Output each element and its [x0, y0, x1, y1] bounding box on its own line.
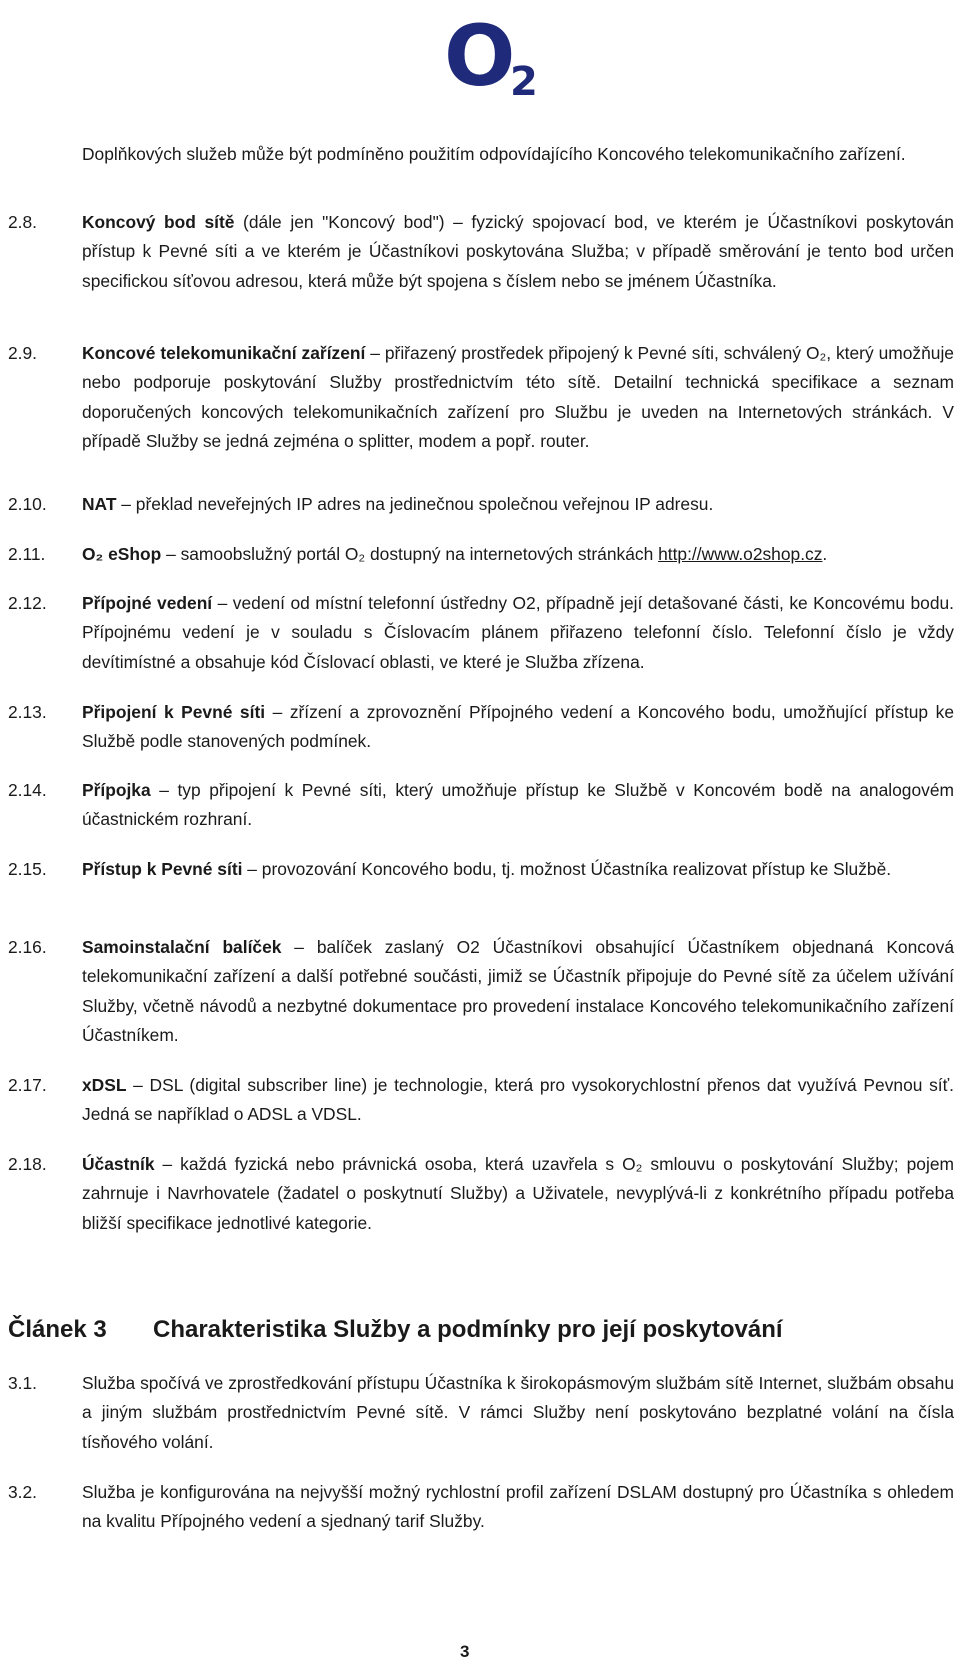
article-number: Článek 3	[8, 1316, 107, 1343]
definition-text: – provozování Koncového bodu, tj. možnost Účastníka realizovat přístup ke Službě.	[242, 859, 892, 879]
article-title: Charakteristika Služby a podmínky pro její poskytování	[153, 1316, 783, 1343]
definition-body	[82, 589, 954, 677]
definition-term: Přípojka	[82, 780, 151, 800]
definition-body	[82, 208, 954, 296]
definition-text: – samoobslužný portál O₂ dostupný na internetových stránkách	[161, 544, 659, 564]
definition-text: – přiřazený prostředek připojený k Pevné síti, schválený O₂, který umožňuje nebo podporuje poskytování Služby prostřednictvím této sítě. Detailní technická specifikace a seznam doporučených koncových telekomunikačních zařízení pro Službu je uveden na Internetových stránkách. V případě Služby se jedná zejména o splitter, modem a popř. router.	[82, 343, 954, 452]
definition-body	[82, 698, 954, 757]
definition-number: 2.10.	[8, 494, 47, 514]
definition-body	[82, 490, 954, 519]
o2-logo-letter: O	[444, 7, 516, 105]
definition-body	[82, 933, 954, 1051]
definition-text-end: .	[822, 544, 828, 564]
definition-text: (dále jen "Koncový bod") – fyzický spojovací bod, ve kterém je Účastníkovi poskytován přístup k Pevné síti a ve kterém je Účastníkovi poskytována Služba; v případě směrování je tento bod určen specifickou síťovou adresou, která může být spojena s číslem nebo se jménem Účastníka.	[82, 212, 954, 291]
definition-term: Koncový bod sítě	[82, 212, 235, 232]
definition-number: 2.18.	[8, 1154, 47, 1174]
definition-text: – vedení od místní telefonní ústředny O2, případně její detašované části, ke Koncovému bodu. Přípojnému vedení je v souladu s Číslovacím plánem přiřazeno telefonní číslo. Telefonní číslo je vždy devítimístné a obsahuje kód Číslovací oblasti, ve které je Služba zřízena.	[82, 593, 955, 672]
definition-number: 2.16.	[8, 937, 47, 957]
definition-text: – každá fyzická nebo právnická osoba, která uzavřela s O₂ smlouvu o poskytování Služby; pojem zahrnuje i Navrhovatele (žadatel o poskytnutí Služby) a Uživatele, nevyplývá-li z konkrétního případu potřeba bližší specifikace jednotlivé kategorie.	[82, 1154, 954, 1233]
definition-term: Účastník	[82, 1154, 155, 1174]
o2-logo	[444, 8, 544, 103]
definition-body	[82, 776, 954, 835]
definition-term: Přístup k Pevné síti	[82, 859, 243, 879]
definition-text: – DSL (digital subscriber line) je technologie, která pro vysokorychlostní přenos dat využívá Pevnou síť. Jedná se například o ADSL a VDSL.	[82, 1075, 954, 1125]
clause-text: Služba je konfigurována na nejvyšší možný rychlostní profil zařízení DSLAM dostupný pro Účastníka s ohledem na kvalitu Přípojného vedení a sjednaný tarif Služby.	[82, 1482, 954, 1532]
clause-number: 3.1.	[8, 1373, 38, 1393]
definition-body	[82, 1150, 954, 1238]
article-heading	[8, 1310, 948, 1350]
clause-text: Služba spočívá ve zprostředkování přístupu Účastníka k širokopásmovým službám sítě Internet, službám obsahu a jiným službám prostřednictvím Pevné sítě. V rámci Služby není poskytováno bezplatné volání na čísla tísňového volání.	[82, 1373, 954, 1452]
intro-paragraph: Doplňkových služeb může být podmíněno použitím odpovídajícího Koncového telekomunikačního zařízení.	[82, 144, 906, 164]
definition-term: Samoinstalační balíček	[82, 937, 282, 957]
page-number: 3	[460, 1642, 470, 1661]
clause-number: 3.2.	[8, 1482, 38, 1502]
o2-logo-subscript: 2	[510, 59, 538, 105]
definition-number: 2.11.	[8, 544, 46, 564]
definition-text: – typ připojení k Pevné síti, který umožňuje přístup ke Službě v Koncovém bodě na analogovém účastnickém rozhraní.	[82, 780, 954, 830]
definition-number: 2.12.	[8, 593, 47, 613]
definition-number: 2.13.	[8, 702, 47, 722]
definition-term: Koncové telekomunikační zařízení	[82, 343, 366, 363]
definition-text: – balíček zaslaný O2 Účastníkovi obsahující Účastníkem objednaná Koncová telekomunikační zařízení a další potřebné součásti, jimiž se Účastník připojuje do Pevné sítě za účelem užívání Služby, včetně návodů a nezbytné dokumentace pro provedení instalace Koncového telekomunikačního zařízení Účastníkem.	[82, 937, 954, 1046]
definition-term: O₂ eShop	[82, 544, 162, 564]
definition-number: 2.9.	[8, 343, 38, 363]
definition-number: 2.15.	[8, 859, 47, 879]
definition-body	[82, 855, 954, 884]
definition-body	[82, 1071, 954, 1130]
o2shop-link[interactable]: http://www.o2shop.cz	[658, 544, 823, 564]
definition-body	[82, 540, 954, 569]
definition-text: – překlad neveřejných IP adres na jedinečnou společnou veřejnou IP adresu.	[116, 494, 714, 514]
definition-number: 2.17.	[8, 1075, 47, 1095]
definition-term: NAT	[82, 494, 117, 514]
definition-term: xDSL	[82, 1075, 127, 1095]
definition-number: 2.8.	[8, 212, 38, 232]
definition-body	[82, 339, 954, 457]
definition-term: Připojení k Pevné síti	[82, 702, 266, 722]
definition-text: – zřízení a zprovoznění Přípojného vedení a Koncového bodu, umožňující přístup ke Službě podle stanovených podmínek.	[82, 702, 954, 752]
definition-term: Přípojné vedení	[82, 593, 213, 613]
definition-number: 2.14.	[8, 780, 47, 800]
